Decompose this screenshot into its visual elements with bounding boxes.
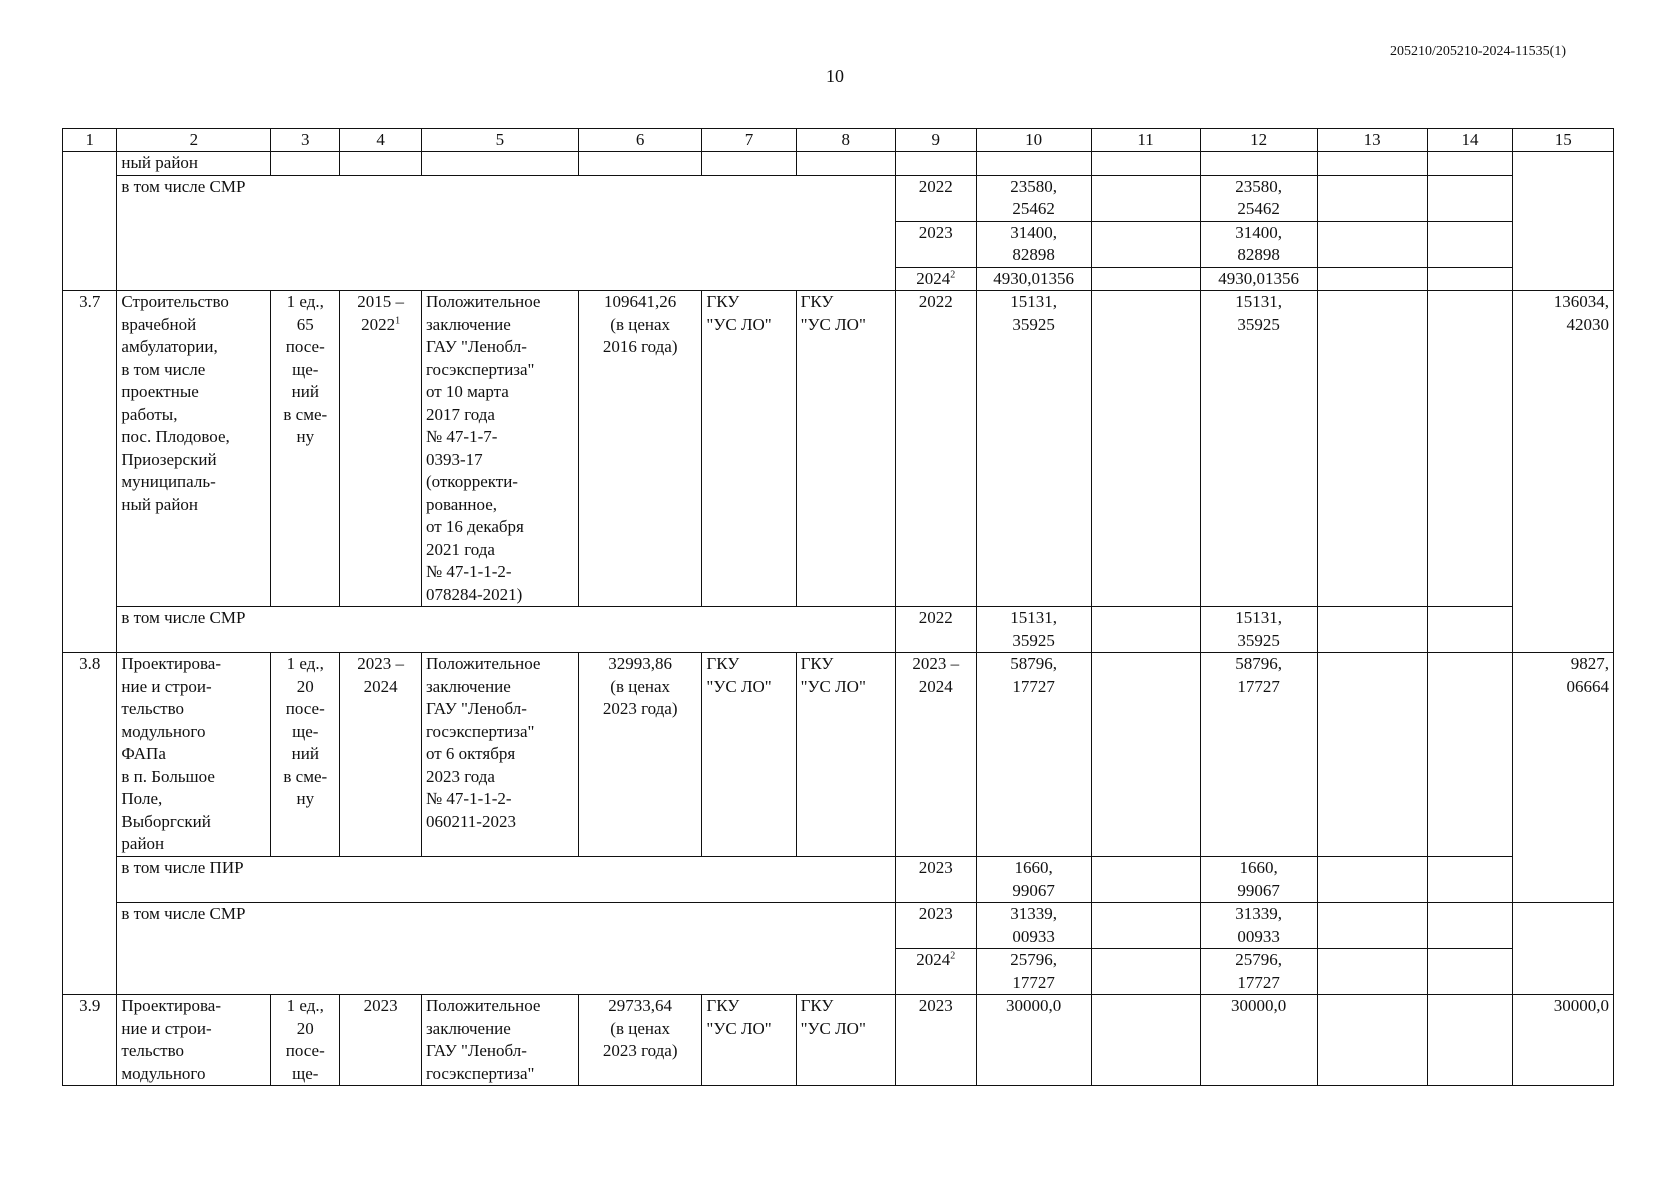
col-header: 6 <box>578 129 701 152</box>
developer-cell: ГКУ "УС ЛО" <box>796 653 895 857</box>
total-cell: 30000,0 <box>1513 995 1614 1086</box>
col-header: 15 <box>1513 129 1614 152</box>
year-cell: 2022 <box>896 175 977 221</box>
amount-cell: 15131, 35925 <box>1200 607 1317 653</box>
period-cell: 2023 – 2024 <box>340 653 422 857</box>
cost-cell: 32993,86 (в ценах 2023 года) <box>578 653 701 857</box>
amount-cell: 25796, 17727 <box>976 949 1091 995</box>
table-row <box>63 995 1614 1086</box>
object-name-cell: ный район <box>117 152 271 176</box>
col-header: 9 <box>896 129 977 152</box>
sub-item-label: в том числе СМР <box>117 175 896 291</box>
sub-item-label: в том числе ПИР <box>117 857 896 903</box>
year-cell: 2022 <box>896 607 977 653</box>
table-row <box>63 857 1614 903</box>
customer-cell: ГКУ "УС ЛО" <box>702 653 796 857</box>
period-cell: 2015 – 2022$^1$ <box>340 291 422 607</box>
year-cell: 2023 <box>896 221 977 267</box>
capacity-cell: 1 ед., 65 посе- ще- ний в сме- ну <box>271 291 340 607</box>
table-row <box>63 607 1614 653</box>
col-header: 3 <box>271 129 340 152</box>
table-row <box>63 291 1614 607</box>
year-cell: 2023 <box>896 857 977 903</box>
total-cell: 9827, 06664 <box>1513 653 1614 903</box>
year-cell: 2023 <box>896 995 977 1086</box>
item-number: 3.8 <box>63 653 117 995</box>
col-header: 2 <box>117 129 271 152</box>
table-row <box>63 653 1614 857</box>
amount-cell: 58796, 17727 <box>1200 653 1317 857</box>
amount-cell: 30000,0 <box>1200 995 1317 1086</box>
capacity-cell: 1 ед., 20 посе- ще- <box>271 995 340 1086</box>
object-name-cell: Проектирова- ние и строи- тельство модульного ФАПа в п. Большое Поле, Выборгский район <box>117 653 271 857</box>
amount-cell: 23580, 25462 <box>1200 175 1317 221</box>
amount-cell: 4930,01356 <box>976 267 1091 291</box>
object-name-cell: Строительство врачебной амбулатории, в том числе проектные работы, пос. Плодовое, Приозерский муниципаль- ный район <box>117 291 271 607</box>
amount-cell: 31400, 82898 <box>976 221 1091 267</box>
expertise-cell: Положительное заключение ГАУ "Ленобл- госэкспертиза" от 10 марта 2017 года № 47-1-7- 0393-17 (откорректи- рованное, от 16 декабря 2021 года № 47-1-1-2- 078284-2021) <box>421 291 578 607</box>
col-header: 12 <box>1200 129 1317 152</box>
page-number: 10 <box>826 66 844 86</box>
col-header: 14 <box>1427 129 1513 152</box>
total-cell: 136034, 42030 <box>1513 291 1614 653</box>
column-number-row <box>63 129 1614 152</box>
capacity-cell: 1 ед., 20 посе- ще- ний в сме- ну <box>271 653 340 857</box>
developer-cell: ГКУ "УС ЛО" <box>796 995 895 1086</box>
col-header: 4 <box>340 129 422 152</box>
amount-cell: 15131, 35925 <box>976 291 1091 607</box>
item-number: 3.7 <box>63 291 117 653</box>
amount-cell: 1660, 99067 <box>1200 857 1317 903</box>
customer-cell: ГКУ "УС ЛО" <box>702 995 796 1086</box>
developer-cell: ГКУ "УС ЛО" <box>796 291 895 607</box>
amount-cell: 1660, 99067 <box>976 857 1091 903</box>
object-name-cell: Проектирова- ние и строи- тельство модульного <box>117 995 271 1086</box>
amount-cell: 31339, 00933 <box>1200 903 1317 949</box>
col-header: 13 <box>1317 129 1427 152</box>
year-cell: 2023 <box>896 903 977 949</box>
sub-item-label: в том числе СМР <box>117 607 896 653</box>
table-row <box>63 152 1614 176</box>
col-header: 8 <box>796 129 895 152</box>
amount-cell: 15131, 35925 <box>1200 291 1317 607</box>
customer-cell: ГКУ "УС ЛО" <box>702 291 796 607</box>
amount-cell: 15131, 35925 <box>976 607 1091 653</box>
amount-cell: 4930,01356 <box>1200 267 1317 291</box>
col-header: 1 <box>63 129 117 152</box>
col-header: 7 <box>702 129 796 152</box>
cost-cell: 29733,64 (в ценах 2023 года) <box>578 995 701 1086</box>
amount-cell: 25796, 17727 <box>1200 949 1317 995</box>
col-header: 10 <box>976 129 1091 152</box>
col-header: 5 <box>421 129 578 152</box>
period-cell: 2023 <box>340 995 422 1086</box>
number-cell <box>63 152 117 291</box>
year-cell: 2024$^2$ <box>896 949 977 995</box>
amount-cell: 23580, 25462 <box>976 175 1091 221</box>
table-row <box>63 903 1614 949</box>
sub-item-label: в том числе СМР <box>117 903 896 995</box>
year-cell: 2022 <box>896 291 977 607</box>
cost-cell: 109641,26 (в ценах 2016 года) <box>578 291 701 607</box>
year-cell: 2023 – 2024 <box>896 653 977 857</box>
item-number: 3.9 <box>63 995 117 1086</box>
year-cell: 2024$^2$ <box>896 267 977 291</box>
amount-cell: 30000,0 <box>976 995 1091 1086</box>
investment-program-table <box>62 128 1614 1086</box>
table-row <box>63 175 1614 221</box>
amount-cell: 31339, 00933 <box>976 903 1091 949</box>
expertise-cell: Положительное заключение ГАУ "Ленобл- госэкспертиза" <box>421 995 578 1086</box>
amount-cell: 58796, 17727 <box>976 653 1091 857</box>
col-header: 11 <box>1091 129 1200 152</box>
amount-cell: 31400, 82898 <box>1200 221 1317 267</box>
expertise-cell: Положительное заключение ГАУ "Ленобл- госэкспертиза" от 6 октября 2023 года № 47-1-1-2- 060211-2023 <box>421 653 578 857</box>
document-id: 205210/205210-2024-11535(1) <box>1389 44 1566 59</box>
